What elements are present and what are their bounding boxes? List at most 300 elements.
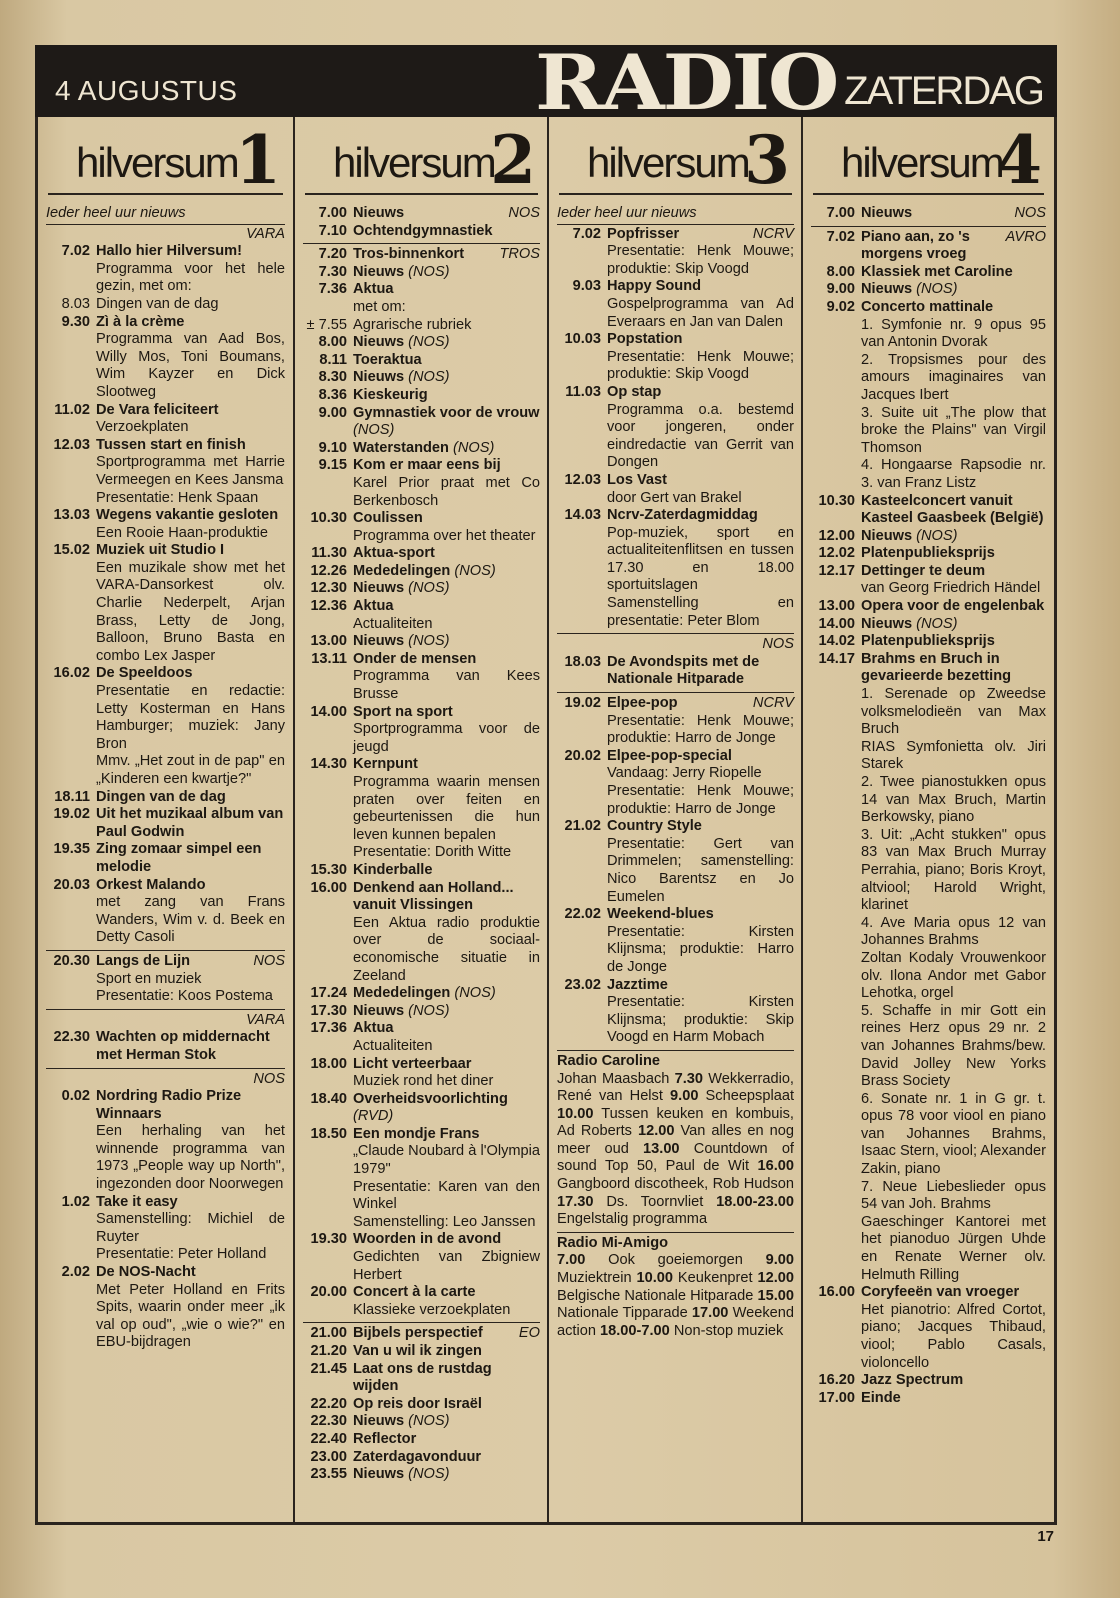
program-title [353,457,540,475]
program-time: 19.30 [310,1231,347,1248]
program-title [607,507,794,525]
segment-time: 7.00 [557,1252,586,1269]
program-broadcaster: (NOS) [408,369,450,386]
segment-time: 16.00 [757,1158,794,1175]
program-entry [557,278,794,331]
program-description: Mmv. „Het zout in de pap" en „Kinderen een kwartje?" [96,753,285,787]
program-body [353,369,540,387]
program-body [96,1088,285,1194]
program-body [861,616,1046,634]
program-title [353,651,540,669]
program-title-text [96,1088,285,1123]
program-time: 22.20 [310,1395,347,1412]
program-title [607,384,794,402]
program-title-label: Waterstanden [353,439,449,456]
program-body [861,651,1046,1284]
program-title-label: Nieuws [353,580,405,597]
program-title-label: Nieuws [353,263,405,280]
segment-text: Weekend action [557,1305,794,1339]
program-time: 18.50 [310,1125,347,1142]
program-title [861,205,1046,223]
program-description: 3. Uit: „Acht stukken" opus 83 van Max Bruch Murray Perrahia, piano; Boris Kroyt, altviool; Harold Wright, klarinet [861,826,1046,914]
program-title [607,472,794,490]
program-body [353,598,540,633]
program-body [861,1284,1046,1372]
segment-text: Ook goeiemorgen [585,1252,766,1269]
program-time: 19.02 [564,695,601,712]
program-title-text [353,1284,475,1302]
program-description: Presentatie: Henk Mouwe; produktie: Skip Voogd [607,348,794,383]
program-title-text [353,1343,482,1361]
program-time: 20.02 [564,747,601,764]
program-title-text [353,633,450,651]
program-title-label: Kasteelconcert vanuit Kasteel Gaasbeek (België) [861,492,1044,527]
program-title-label: Nieuws [353,633,405,650]
program-description: Samenstelling en presentatie: Peter Blom [607,595,794,629]
program-entry [303,1343,540,1361]
program-entry [303,510,540,545]
program-body [353,317,540,335]
divider [46,950,285,951]
program-entry [46,1194,285,1264]
program-title-label: Aktua [353,281,394,298]
program-title-text [353,1126,480,1144]
program-time: 12.30 [310,580,347,597]
program-body [861,545,1046,563]
program-title-label: Dingen van de dag [96,788,226,805]
program-body [353,440,540,458]
program-time: 8.00 [318,334,347,351]
program-entry [46,665,285,788]
program-entry [46,314,285,402]
program-title-text [353,223,493,241]
section-heading: Radio Mi-Amigo [557,1234,669,1251]
page-header [35,38,1057,127]
program-title-label: Piano aan, zo 's morgens vroeg [861,228,970,263]
program-title-text [353,985,496,1003]
program-broadcaster: (NOS) [916,615,958,632]
station-name: hilversum [841,139,1003,186]
program-title-text [96,542,224,560]
program-entry [811,1284,1046,1372]
page-number: 17 [1037,1528,1054,1545]
program-title [353,352,540,370]
segment-text: Scheepsplaat [698,1088,794,1105]
program-entry [557,472,794,507]
program-title [96,507,285,525]
program-title-label: Concert à la carte [353,1284,476,1301]
station-column-2 [293,117,548,1522]
program-time: 22.30 [53,1029,90,1046]
segment-time: 9.00 [765,1252,794,1269]
divider [46,1068,285,1069]
program-time: 7.20 [318,246,347,263]
program-title [861,598,1046,616]
program-description: Met Peter Holland en Frits Spits, waarin onder meer „ik val op oud", „wie o wie?" en EBU-bijdragen [96,1281,285,1351]
program-broadcaster: (NOS) [453,439,495,456]
program-time: 11.02 [54,401,90,418]
program-entry [46,877,285,947]
program-body [353,387,540,405]
program-title-label: Einde [861,1389,901,1406]
program-time: 10.30 [818,492,855,509]
segment-time: 12.00 [757,1270,794,1287]
program-title [353,580,540,598]
program-title-text [861,1372,963,1390]
program-title-label: De Speeldoos [96,665,193,682]
program-body [96,806,285,841]
program-title-text [96,507,278,525]
program-body [353,334,540,352]
program-title-label: Wachten op middernacht met Herman Stok [96,1029,270,1063]
program-title-label: Country Style [607,818,702,835]
program-title-text [353,264,450,282]
program-description: van Georg Friedrich Händel [861,580,1041,597]
program-title [96,665,285,683]
program-title-label: Uit het muzikaal album van Paul Godwin [96,806,284,840]
program-title-text [353,1449,481,1467]
program-title [607,818,794,836]
program-description: Een herhaling van het winnende programma van 1973 „People way up North", ingezonden door Noorwegen [96,1123,285,1193]
program-title-label: Hallo hier Hilversum! [96,243,242,260]
program-body [96,1194,285,1264]
program-body [861,205,1046,223]
segment-time: 18.00-7.00 [600,1322,670,1339]
station-name: hilversum [587,139,749,186]
program-description: Programma van Aad Bos, Willy Mos, Toni Boumans, Wim Kayzer en Dick Slootweg [96,331,285,400]
program-entry [303,405,540,440]
program-title-text [861,299,993,317]
program-title-text [607,977,668,995]
program-description: Presentatie: Kirsten Klijnsma; produktie: Harro de Jonge [607,923,794,975]
program-body [353,246,540,264]
program-description: 2. Twee pianostukken opus 14 van Max Bruch, Martin Berkowsky, piano [861,774,1046,826]
program-title-label: Agrarische rubriek [353,316,472,333]
program-body [607,331,794,384]
program-description: Muziek rond het diner [353,1073,494,1090]
program-time: 12.17 [818,562,855,579]
program-title [96,296,285,314]
program-title-text [607,472,667,490]
program-description: Programma over het theater [353,527,536,544]
program-title-label: Onder de mensen [353,650,477,667]
program-entry [303,545,540,563]
program-title [353,1056,540,1074]
program-description: 7. Neue Liebeslieder opus 54 van Joh. Brahms [861,1178,1046,1213]
program-body [353,756,540,862]
program-title [353,756,540,774]
program-title [353,1343,540,1361]
segment-time: 17.00 [691,1305,729,1322]
segment-text: Belgische Nationale Hitparade [557,1287,758,1304]
program-title [607,278,794,296]
program-time: 12.00 [818,527,855,544]
program-title-text [96,437,246,455]
program-description: 5. Schaffe in mir Gott ein reines Herz opus 29 nr. 2 van Johannes Brahms/bew. David Jolley New Yorks Brass Society [861,1002,1046,1090]
divider [303,1322,540,1323]
program-body [353,457,540,510]
program-broadcaster: (NOS) [916,281,958,298]
program-entry [46,243,285,296]
program-entry [303,387,540,405]
broadcaster-tag: NOS [1014,205,1046,221]
program-time: 16.20 [818,1372,855,1389]
program-title-text [353,704,453,722]
program-entry [303,264,540,282]
station-header [813,117,1044,199]
program-title-label: Platenpublieksprijs [861,545,995,562]
program-title-label: Zing zomaar simpel een melodie [96,841,262,875]
program-title-label: Ochtendgymnastiek [353,222,493,239]
program-title-text [353,369,450,387]
program-description: Programma van Kees Brusse [353,668,540,703]
program-body [96,507,285,542]
program-entry [303,1003,540,1021]
program-description: 2. Tropsismes pour des amours imaginaires van Jacques Ibert [861,351,1046,403]
program-description: Een Rooie Haan-produktie [96,524,268,541]
program-entry [46,806,285,841]
program-body [353,1325,540,1343]
program-title [353,862,540,880]
program-body [353,281,540,316]
broadcaster-label: NOS [253,1070,285,1087]
program-description: met om: [353,298,406,315]
section-title: RADIO [535,38,838,127]
program-entry [46,1029,285,1064]
program-body [353,580,540,598]
program-title [353,633,540,651]
program-time: 17.36 [310,1020,347,1037]
program-entry [46,402,285,437]
program-description: Verzoekplaten [96,419,189,436]
program-title [861,651,1046,686]
program-title [353,334,540,352]
program-body [353,862,540,880]
program-entry [46,542,285,665]
program-entry [303,563,540,581]
program-entry [557,507,794,630]
program-body [96,542,285,665]
program-time: 12.26 [310,562,347,579]
broadcaster-label: VARA [246,1011,285,1028]
program-time: 13.11 [311,650,347,667]
station-header [305,117,538,199]
program-time: 7.36 [318,281,347,298]
day-label: ZATERDAG [844,69,1043,113]
program-time: 9.10 [318,439,347,456]
program-title-text [96,1194,178,1212]
program-title [861,545,1046,563]
program-title-text [96,1264,196,1282]
program-entry [303,1056,540,1091]
program-time: 9.03 [572,278,601,295]
station-header [559,117,792,199]
program-entry [303,317,540,335]
divider [557,1232,794,1233]
broadcaster-tag: EO [518,1325,540,1342]
station-name: hilversum [76,139,238,186]
program-title-text [353,1413,450,1431]
segment-text: Engelstalig programma [557,1211,708,1228]
program-time: 9.00 [826,281,855,298]
program-title [96,1264,285,1282]
program-title-label: Jazz Spectrum [861,1372,964,1389]
program-body [861,528,1046,546]
program-description: Presentatie: Henk Mouwe; produktie: Harro de Jonge [607,783,794,817]
program-time: 16.02 [53,665,90,682]
program-title-text [861,598,1044,616]
program-title-text [861,264,1013,282]
segment-text: Countdown of sound Top 50, Paul de Wit [557,1140,794,1175]
program-description: Presentatie: Kirsten Klijnsma; produktie: Skip Voogd en Harm Mobach [607,994,794,1046]
program-description: Een muzikale show met het VARA-Dansorkest olv. Charlie Nederpelt, Arjan Brass, Letty de Jong, Balloon, Bruno Basta en combo Lex Jasper [96,559,285,664]
program-body [353,633,540,651]
program-title-text [353,880,540,915]
program-title-label: Reflector [353,1430,417,1447]
schedule-grid [35,117,1057,1525]
program-time: 7.02 [572,225,601,242]
program-title-label: Zaterdagavonduur [353,1448,482,1465]
program-description: Actualiteiten [353,1037,433,1054]
program-body [353,1361,540,1396]
program-entry [557,226,794,279]
broadcaster-tag: AVRO [1005,228,1046,245]
program-entry [811,281,1046,299]
program-title-text [861,229,1005,264]
program-time: 23.55 [310,1466,347,1483]
program-body [96,953,285,1006]
program-time: 14.30 [310,756,347,773]
program-title-text [353,1361,540,1396]
program-title-label: Concerto mattinale [861,298,994,315]
section-heading: Radio Caroline [557,1052,660,1069]
program-body [607,226,794,279]
program-body [353,1126,540,1232]
station-name: hilversum [333,139,495,186]
program-entry [303,457,540,510]
program-time: 18.03 [564,653,601,670]
program-description: Presentatie: Henk Mouwe; produktie: Harro de Jonge [607,712,794,747]
program-body [96,877,285,947]
program-time: 21.45 [310,1360,347,1377]
program-description: Presentatie en redactie: Letty Kosterman en Hans Hamburger; muziek: Jany Bron [96,683,285,752]
program-entry [557,906,794,976]
program-body [607,507,794,630]
program-body [607,695,794,748]
program-title [607,977,794,995]
broadcaster-tag: TROS [499,246,540,263]
program-title [861,1390,1046,1408]
program-title [353,246,540,264]
program-title-label: Klassiek met Caroline [861,263,1013,280]
program-body [607,818,794,906]
program-title-label: Kom er maar eens bij [353,457,501,474]
program-title-text [353,205,404,223]
program-time: 19.35 [53,841,90,858]
program-description: Sport en muziek [96,970,202,987]
program-broadcaster: (NOS) [408,1002,450,1019]
program-body [353,1020,540,1055]
program-entry [303,704,540,757]
program-body [353,651,540,704]
program-title [96,1194,285,1212]
program-description: 3. Suite uit „The plow that broke the Plains" van Virgil Thomson [861,404,1046,456]
program-entry [557,818,794,906]
segment-time: 10.00 [557,1105,594,1122]
program-body [96,1264,285,1352]
program-body [353,1449,540,1467]
program-title-label: Van u wil ik zingen [353,1343,482,1359]
program-description: Sportprogramma voor de jeugd [353,721,540,755]
segment-text: Johan Maasbach [557,1070,675,1087]
program-body [96,243,285,296]
program-entry [811,633,1046,651]
program-time: 1.02 [61,1193,90,1210]
program-description: Samenstelling: Leo Janssen [353,1213,536,1230]
program-title-label: Langs de Lijn [96,952,191,969]
program-entry [303,223,540,241]
news-note: Ieder heel uur nieuws [557,205,794,225]
program-title [353,510,540,528]
program-description: Karel Prior praat met Co Berkenbosch [353,474,540,509]
program-entry [811,1390,1046,1408]
program-title-label: Kieskeurig [353,386,428,403]
program-title-text [353,1003,450,1021]
program-body [353,1431,540,1449]
program-title [861,528,1046,546]
program-time: 20.03 [53,876,90,893]
program-broadcaster: (NOS) [454,562,496,579]
program-title-text [353,317,471,335]
program-description: Presentatie: Dorith Witte [353,844,512,861]
program-time: 23.02 [564,976,601,993]
program-title-label: De Avondspits met de Nationale Hitparade [607,653,760,688]
program-title [96,789,285,807]
program-time: 12.03 [53,436,90,453]
program-title-label: Jazztime [607,976,668,993]
program-entry [46,789,285,807]
program-title-label: Woorden in de avond [353,1231,502,1248]
program-title [96,402,285,420]
program-title-label: Wegens vakantie gesloten [96,507,279,524]
program-title-text [96,953,190,971]
program-title-label: Weekend-blues [607,906,714,923]
program-title-text [96,789,226,807]
divider [557,1050,794,1051]
program-time: 23.00 [310,1448,347,1465]
program-body [96,841,285,876]
program-title [353,1284,540,1302]
program-title-label: Mededelingen [353,985,451,1002]
program-title-label: Elpee-pop [607,695,678,712]
program-title [96,1088,285,1123]
program-title [353,704,540,722]
program-title-label: Popstation [607,331,683,348]
program-title-label: Ncrv-Zaterdagmiddag [607,507,758,524]
program-title [861,264,1046,282]
segment-text: Van alles en nog meer oud [557,1123,794,1157]
divider [303,243,540,244]
program-title-label: Coulissen [353,510,423,527]
program-entry [303,1449,540,1467]
program-title-text [96,296,219,314]
program-entry [811,205,1046,223]
program-entry [303,862,540,880]
program-body [353,510,540,545]
program-description: Programma voor het hele gezin, met om: [96,260,285,295]
segment-text: Gangboord discotheek, Rob Hudson [557,1176,794,1193]
program-time: 14.00 [310,703,347,720]
